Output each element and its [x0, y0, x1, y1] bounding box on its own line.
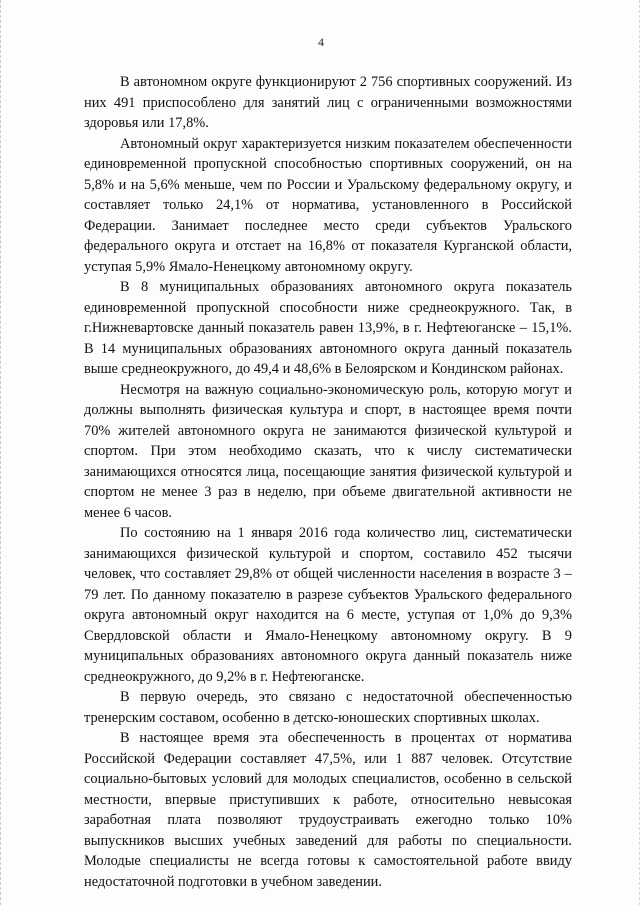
page-number: 4 [318, 35, 324, 49]
paragraph-systematic-participants: По состоянию на 1 января 2016 года количество лиц, систематически занимающихся физической культурой и спортом, составило 452 тысячи человек, что составляет 29,8% от общей численности населения в возрасте 3 – 79 лет. По данному показателю в разрезе субъектов Уральского федерального округа автономный округ находится на 6 месте, уступая от 1,0% до 9,3% Свердловской области и Ямало-Ненецкому автономному округу. В 9 муниципальных образованиях автономного округа данный показатель ниже среднеокружного, до 9,2% в г. Нефтеюганске. [84, 525, 572, 685]
paragraph-coaching-staff: В первую очередь, это связано с недостаточной обеспеченностью тренерским составом, особенно в детско-юношеских спортивных школах. [84, 689, 572, 726]
body-text [84, 72, 572, 892]
paragraph-capacity-indicator: Автономный округ характеризуется низким показателем обеспеченности единовременной пропускной способностью спортивных сооружений, он на 5,8% и на 5,6% меньше, чем по России и Уральскому федеральному округу, и составляет только 24,1% от норматива, установленного в Российской Федерации. Занимает последнее место среди субъектов Уральского федерального округа и отстает на 16,8% от показателя Курганской области, уступая 5,9% Ямало-Ненецкому автономному округу. [84, 135, 572, 275]
paragraph-staff-provision: В настоящее время эта обеспеченность в процентах от норматива Российской Федерации составляет 47,5%, или 1 887 человек. Отсутствие социально-бытовых условий для молодых специалистов, особенно в сельской местности, впервые приступивших к работе, относительно невысокая заработная плата позволяют трудоустраивать ежегодно только 10% выпускников высших учебных заведений для работы по специальности. Молодые специалисты не всегда готовы к самостоятельной работе ввиду недостаточной подготовки в учебном заведении. [84, 730, 572, 890]
paragraph-sports-facilities: В автономном округе функционируют 2 756 спортивных сооружений. Из них 491 приспособлено для занятий лиц с ограниченными возможностями здоровья или 17,8%. [84, 74, 572, 131]
paragraph-municipal-capacity: В 8 муниципальных образованиях автономного округа показатель единовременной пропускной способности ниже среднеокружного. Так, в г.Нижневартовске данный показатель равен 13,9%, в г. Нефтеюганске – 15,1%. В 14 муниципальных образованиях автономного округа данный показатель выше среднеокружного, до 49,4 и 48,6% в Белоярском и Кондинском районах. [84, 279, 572, 377]
paragraph-physical-activity: Несмотря на важную социально-экономическую роль, которую могут и должны выполнять физическая культура и спорт, в настоящее время почти 70% жителей автономного округа не занимаются физической культурой и спортом. При этом необходимо сказать, что к числу систематически занимающихся относятся лица, посещающие занятия физической культурой и спортом не менее 3 раз в неделю, при объеме двигательной активности не менее 6 часов. [84, 381, 572, 521]
